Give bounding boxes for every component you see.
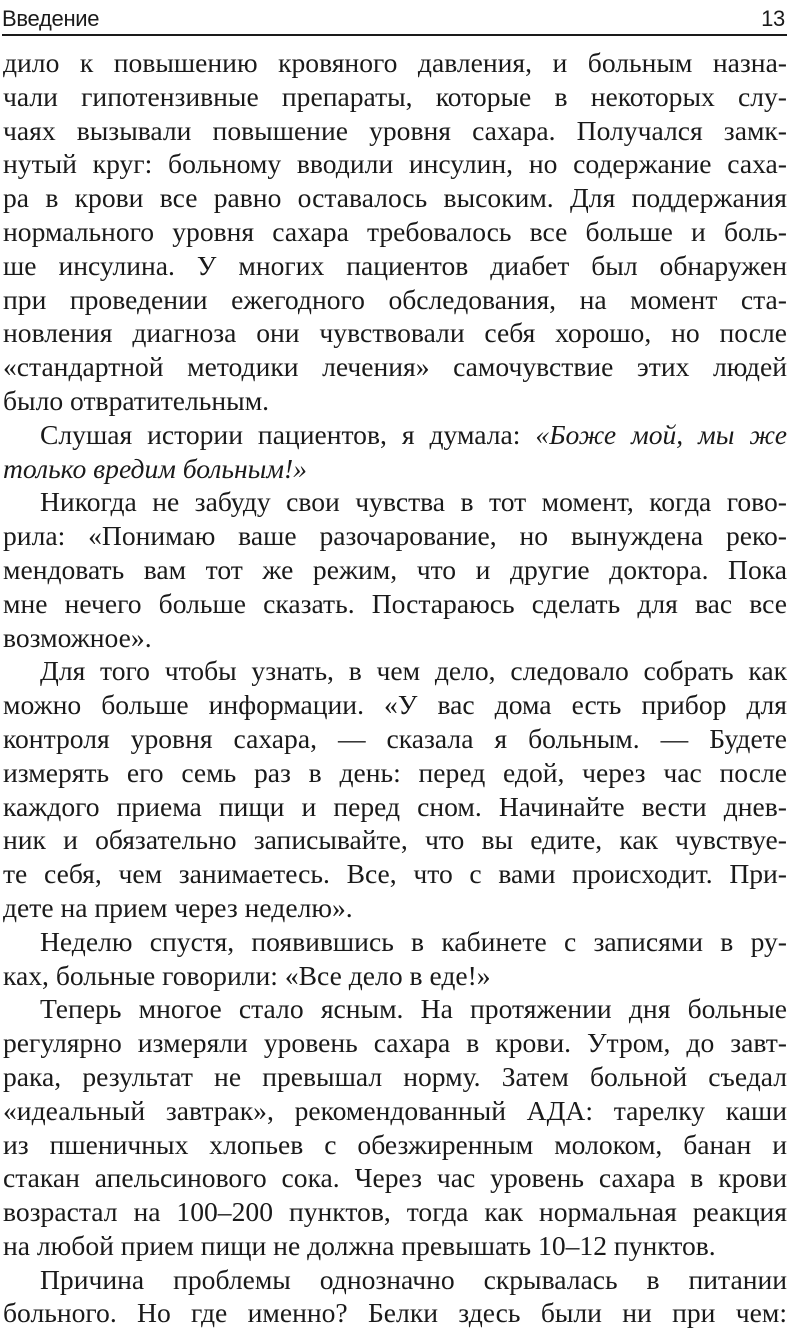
text-line: чали гипотензивные препараты, которые в некоторых слу-	[3, 80, 787, 112]
text-line: из пшеничных хлопьев с обезжиренным молоком, банан и	[3, 1128, 787, 1160]
text-line: можно больше информации. «У вас дома есть прибор для	[3, 689, 787, 721]
text-line: на любой прием пищи не должна превышать 10–12 пунктов.	[3, 1229, 716, 1261]
paragraph	[3, 992, 787, 1262]
italic-quote: только вредим больным!»	[3, 452, 307, 484]
text-line: рила: «Понимаю ваше разочарование, но вынуждена реко-	[3, 520, 787, 552]
text-line: рака, результат не превышал норму. Затем больной съедал	[3, 1060, 787, 1092]
text-line: возрастал на 100–200 пунктов, тогда как нормальная реакция	[3, 1196, 787, 1228]
text-line: те себя, чем занимаетесь. Все, что с вами происходит. При-	[3, 858, 787, 890]
text-line: Для того чтобы узнать, в чем дело, следовало собрать как	[40, 655, 787, 687]
text-line: мне нечего больше сказать. Постараюсь сделать для вас все	[3, 587, 787, 619]
text-line: ше инсулина. У многих пациентов диабет был обнаружен	[3, 249, 787, 281]
text-line: дило к повышению кровяного давления, и больным назна-	[3, 47, 787, 78]
text-line: «идеальный завтрак», рекомендованный АДА: тарелку каши	[3, 1094, 787, 1126]
text-line: каждого приема пищи и перед сном. Начинайте вести днев-	[3, 790, 787, 822]
text-line: нормального уровня сахара требовалось все больше и боль-	[3, 215, 787, 247]
text-line: мендовать вам тот же режим, что и другие доктора. Пока	[3, 553, 787, 585]
italic-quote: «Боже мой, мы же	[535, 418, 787, 450]
paragraph	[3, 418, 787, 486]
chapter-title: Введение	[2, 6, 100, 31]
text-line: регулярно измеряли уровень сахара в крови. Утром, до завт-	[3, 1027, 787, 1059]
text-line: Неделю спустя, появившись в кабинете с записями в ру-	[40, 925, 787, 957]
text-line: измерять его семь раз в день: перед едой, через час после	[3, 756, 787, 788]
text-line: ник и обязательно записывайте, что вы едите, как чувствуе-	[3, 824, 787, 856]
body-text	[3, 46, 787, 1330]
text-line: стакан апельсинового сока. Через час уровень сахара в крови	[3, 1162, 787, 1194]
paragraph	[3, 925, 787, 993]
text-line: ках, больные говорили: «Все дело в еде!»	[3, 959, 491, 991]
paragraph	[3, 46, 787, 418]
text-line: «стандартной методики лечения» самочувствие этих людей	[3, 351, 787, 383]
text-run: Слушая истории пациентов, я думала:	[40, 418, 536, 450]
running-header	[2, 0, 787, 36]
text-line: чаях вызывали повышение уровня сахара. Получался замк-	[3, 114, 787, 146]
page-number: 13	[761, 6, 785, 31]
text-line	[3, 418, 787, 452]
text-line: было отвратительным.	[3, 384, 270, 416]
text-line	[3, 452, 787, 486]
text-line: дете на прием через неделю».	[3, 891, 353, 923]
text-line: возможное».	[3, 621, 152, 653]
text-line: новления диагноза они чувствовали себя хорошо, но после	[3, 317, 787, 349]
text-line: Никогда не забуду свои чувства в тот момент, когда гово-	[40, 486, 787, 518]
paragraph	[3, 485, 787, 654]
text-line: Причина проблемы однозначно скрывалась в питании	[40, 1263, 787, 1295]
text-line: контроля уровня сахара, — сказала я больным. — Будете	[3, 722, 787, 754]
text-line: ра в крови все равно оставалось высоким. Для поддержания	[3, 182, 787, 214]
text-line: больного. Но где именно? Белки здесь были ни при чем:	[3, 1297, 787, 1329]
text-line: нутый круг: больному вводили инсулин, но содержание саха-	[3, 148, 787, 180]
paragraph	[3, 1263, 787, 1331]
paragraph	[3, 654, 787, 924]
text-line: при проведении ежегодного обследования, на момент ста-	[3, 283, 787, 315]
text-line: Теперь многое стало ясным. На протяжении дня больные	[40, 993, 787, 1025]
